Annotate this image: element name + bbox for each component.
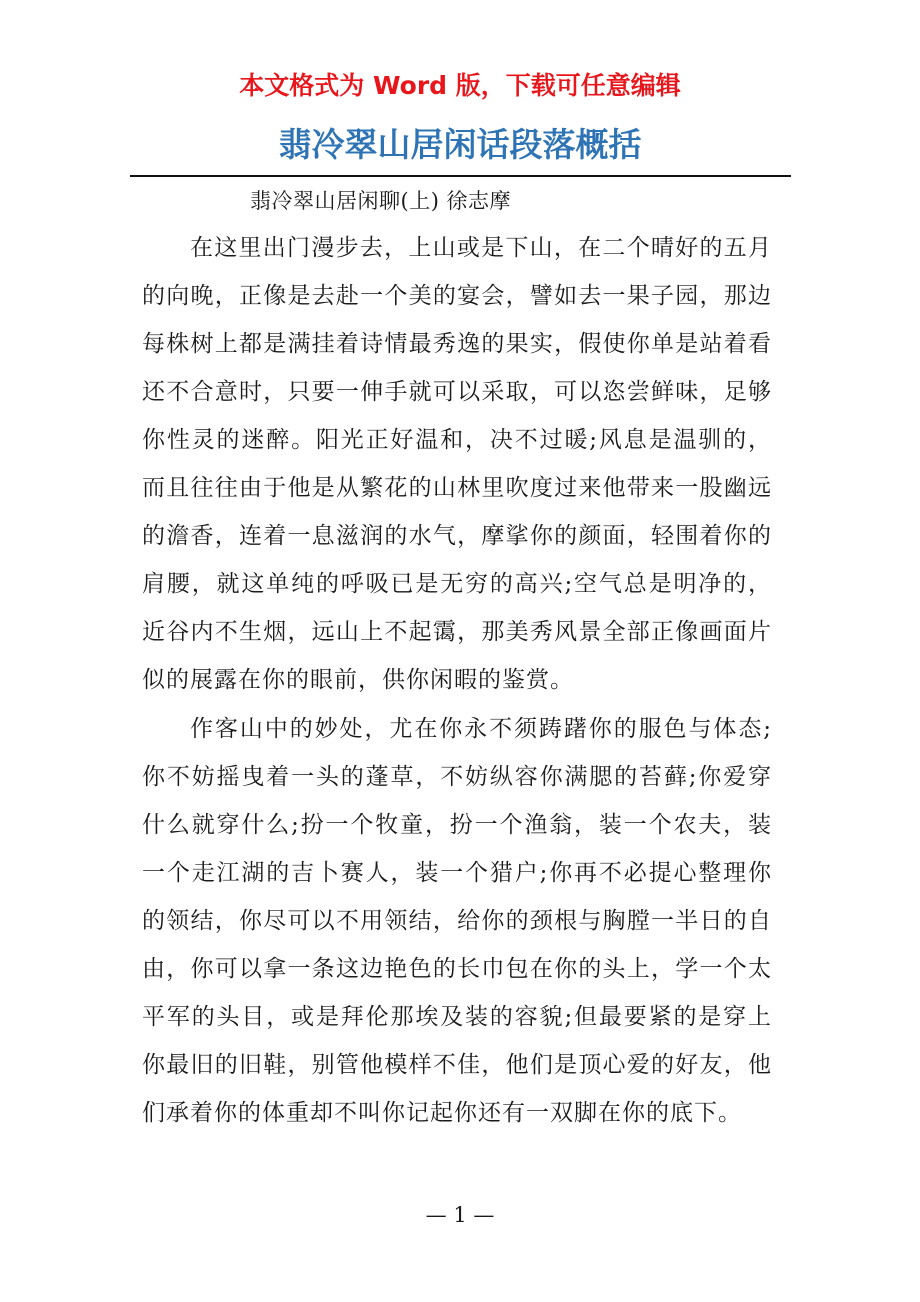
body-paragraph-1	[142, 224, 772, 704]
format-notice: 本文格式为 Word 版，下载可任意编辑	[239, 71, 681, 100]
title-divider	[130, 175, 791, 177]
page-number: — 1 —	[425, 1203, 495, 1227]
essay-subheading: 翡冷翠山居闲聊(上) 徐志摩	[250, 189, 512, 213]
body-paragraph-2	[142, 705, 772, 1137]
paragraph-text: 作客山中的妙处，尤在你永不须踌躇你的服色与体态;你不妨摇曳着一头的蓬草，不妨纵容你满腮的苔藓;你爱穿什么就穿什么;扮一个牧童，扮一个渔翁，装一个农夫，装一个走江湖的吉卜赛人，装一个猎户;你再不必提心整理你的领结，你尽可以不用领结，给你的颈根与胸膛一半日的自由，你可以拿一条这边艳色的长巾包在你的头上，学一个太平军的头目，或是拜伦那埃及装的容貌;但最要紧的是穿上你最旧的旧鞋，别管他模样不佳，他们是顶心爱的好友，他们承着你的体重却不叫你记起你还有一双脚在你的底下。	[142, 716, 772, 1126]
paragraph-text: 在这里出门漫步去，上山或是下山，在二个晴好的五月的向晚，正像是去赴一个美的宴会，譬如去一果子园，那边每株树上都是满挂着诗情最秀逸的果实，假使你单是站着看还不合意时，只要一伸手就可以采取，可以恣尝鲜味，足够你性灵的迷醉。阳光正好温和，决不过暖;风息是温驯的，而且往往由于他是从繁花的山林里吹度过来他带来一股幽远的澹香，连着一息滋润的水气，摩挲你的颜面，轻围着你的肩腰，就这单纯的呼吸已是无穷的高兴;空气总是明净的，近谷内不生烟，远山上不起霭，那美秀风景全部正像画面片似的展露在你的眼前，供你闲暇的鉴赏。	[142, 235, 772, 693]
document-title: 翡冷翠山居闲话段落概括	[278, 125, 642, 164]
